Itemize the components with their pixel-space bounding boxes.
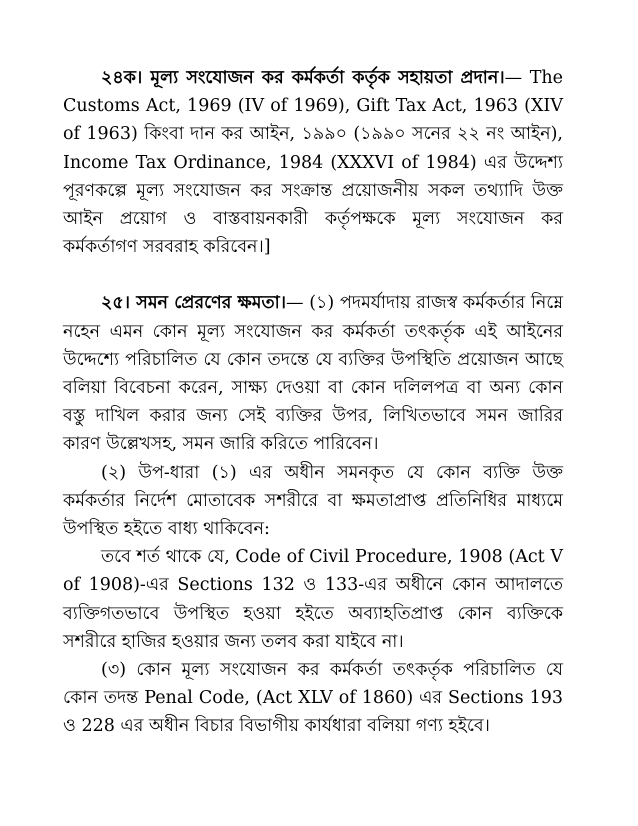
section-25-subsection-2: (২) উপ-ধারা (১) এর অধীন সমনকৃত যে কোন ব্যক্তি উক্ত কর্মকর্তার নির্দেশ মোতাবেক সশরীরে বা ক্ষমতাপ্রাপ্ত প্রতিনিধির মাধ্যমে উপস্থিত হইতে বাধ্য থাকিবেন: bbox=[63, 462, 563, 540]
section-24ka-heading: ২৪ক। মূল্য সংযোজন কর কর্মকর্তা কর্তৃক সহায়তা প্রদান। bbox=[101, 68, 505, 88]
section-25-subsection-1: — (১) পদমর্যাদায় রাজস্ব কর্মকর্তার নিম্নে নহেন এমন কোন মূল্য সংযোজন কর কর্মকর্তা তৎকর্তৃক এই আইনের উদ্দেশ্যে পরিচালিত যে কোন তদন্তে যে ব্যক্তির উপস্থিতি প্রয়োজন আছে বলিয়া বিবেচনা করেন, সাক্ষ্য দেওয়া বা কোন দলিলপত্র বা অন্য কোন বস্তু দাখিল করার জন্য সেই ব্যক্তির উপর, লিখিতভাবে সমন জারির কারণ উল্লেখসহ, সমন জারি করিতে পারিবেন। bbox=[63, 293, 563, 455]
section-25-paragraph bbox=[63, 289, 563, 458]
section-25-proviso: তবে শর্ত থাকে যে, Code of Civil Procedure, 1908 (Act V of 1908)-এর Sections 132 ও 133-এর অধীনে কোন আদালতে ব্যক্তিগতভাবে উপস্থিত হওয়া হইতে অব্যাহতিপ্রাপ্ত কোন ব্যক্তিকে সশরীরে হাজির হওয়ার জন্য তলব করা যাইবে না। bbox=[63, 547, 563, 652]
section-25-subsection-3: (৩) কোন মূল্য সংযোজন কর কর্মকর্তা তৎকর্তৃক পরিচালিত যে কোন তদন্ত Penal Code, (Act XLV of 1860) এর Sections 193 ও 228 এর অধীন বিচার বিভাগীয় কার্যধারা বলিয়া গণ্য হইবে। bbox=[63, 660, 563, 737]
section-25-heading: ২৫। সমন প্রেরণের ক্ষমতা। bbox=[101, 293, 286, 314]
document-page bbox=[63, 64, 563, 741]
section-24ka-paragraph bbox=[63, 64, 563, 261]
section-24ka-body: — The Customs Act, 1969 (IV of 1969), Gift Tax Act, 1963 (XIV of 1963) কিংবা দান কর আইন, ১৯৯০ (১৯৯০ সনের ২২ নং আইন), Income Tax Ordinance, 1984 (XXXVI of 1984) এর উদ্দেশ্য পূরণকল্পে মূল্য সংযোজন কর সংক্রান্ত প্রয়োজনীয় সকল তথ্যাদি উক্ত আইন প্রয়োগ ও বাস্তবায়নকারী কর্তৃপক্ষকে মূল্য সংযোজন কর কর্মকর্তাগণ সরবরাহ করিবেন।] bbox=[63, 68, 563, 258]
